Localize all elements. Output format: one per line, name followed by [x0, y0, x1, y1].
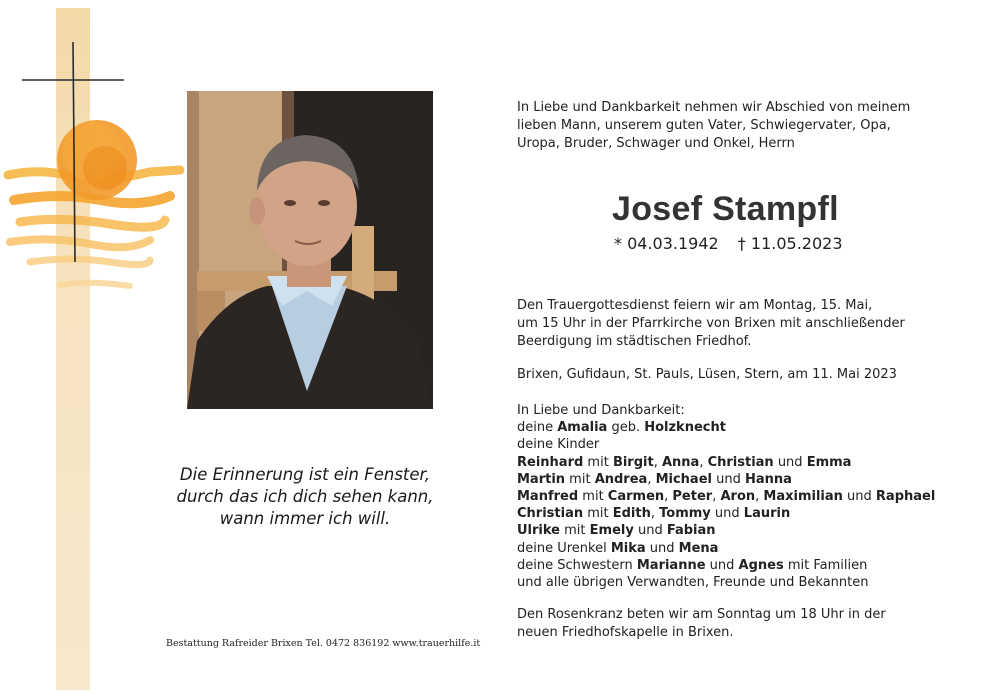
- funeral-home-footer: Bestattung Rafreider Brixen Tel. 0472 836192 www.trauerhilfe.it: [166, 638, 481, 649]
- family-line: Ulrike mit Emely und Fabian: [517, 523, 716, 539]
- cross-sun-artwork: [0, 0, 200, 320]
- rosary-line: Den Rosenkranz beten wir am Sonntag um 18 Uhr in der: [517, 607, 886, 622]
- rosary-text: [517, 606, 886, 642]
- intro-line: lieben Mann, unserem guten Vater, Schwiegervater, Opa,: [517, 118, 891, 133]
- family-line: deine Amalia geb. Holzknecht: [517, 420, 726, 436]
- service-line: Den Trauergottesdienst feiern wir am Montag, 15. Mai,: [517, 298, 873, 313]
- sun-icon: [57, 120, 137, 200]
- life-dates: [614, 234, 857, 253]
- intro-line: Uropa, Bruder, Schwager und Onkel, Herrn: [517, 136, 795, 151]
- deceased-name: Josef Stampfl: [612, 190, 839, 228]
- memorial-quote: [140, 464, 470, 530]
- family-line: und alle übrigen Verwandten, Freunde und Bekannten: [517, 575, 869, 591]
- death-date: † 11.05.2023: [737, 234, 843, 253]
- family-line: deine Urenkel Mika und Mena: [517, 540, 719, 556]
- birth-date: * 04.03.1942: [614, 234, 719, 253]
- portrait-photo: [187, 91, 433, 409]
- place-and-date: Brixen, Gufidaun, St. Pauls, Lüsen, Stern, am 11. Mai 2023: [517, 367, 897, 382]
- family-line: Manfred mit Carmen, Peter, Aron, Maximilian und Raphael: [517, 489, 936, 505]
- mourners-list: [517, 402, 935, 591]
- family-line: Christian mit Edith, Tommy und Laurin: [517, 506, 791, 522]
- family-line: Reinhard mit Birgit, Anna, Christian und Emma: [517, 454, 852, 470]
- family-line: Martin mit Andrea, Michael und Hanna: [517, 471, 792, 487]
- quote-line: wann immer ich will.: [219, 509, 391, 528]
- quote-line: Die Erinnerung ist ein Fenster,: [179, 465, 431, 484]
- intro-line: In Liebe und Dankbarkeit nehmen wir Abschied von meinem: [517, 100, 911, 115]
- funeral-service-text: [517, 297, 905, 351]
- family-line: deine Kinder: [517, 437, 600, 453]
- rosary-line: neuen Friedhofskapelle in Brixen.: [517, 625, 734, 640]
- quote-line: durch das ich dich sehen kann,: [176, 487, 434, 506]
- intro-text: [517, 99, 957, 153]
- family-line: In Liebe und Dankbarkeit:: [517, 403, 685, 418]
- family-line: deine Schwestern Marianne und Agnes mit Familien: [517, 557, 868, 573]
- service-line: um 15 Uhr in der Pfarrkirche von Brixen mit anschließender: [517, 316, 905, 331]
- service-line: Beerdigung im städtischen Friedhof.: [517, 334, 752, 349]
